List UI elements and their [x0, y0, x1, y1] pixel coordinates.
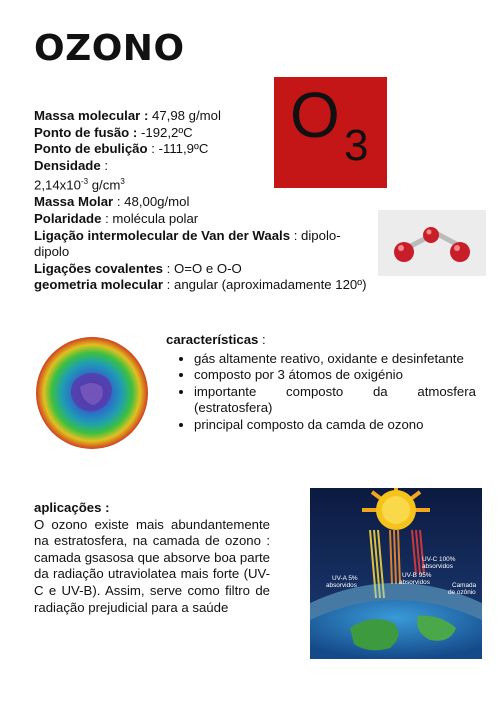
property-geometry: geometria molecular : angular (aproximadamente 120º) [34, 277, 367, 293]
list-item: • importante composto da atmosfera (estratosfera) [194, 384, 476, 417]
formula-subscript: 3 [344, 121, 369, 170]
ozone-layer-label-2: de ozônio [448, 589, 476, 596]
ozone-molecule-image [378, 210, 486, 276]
uva-label: UV-A 5% [332, 575, 358, 582]
list-item: • gás altamente reativo, oxidante e desinfetante [194, 351, 476, 368]
uvb-label-2: absorvidos [399, 579, 430, 586]
list-item: • composto por 3 átomos de oxigénio [194, 367, 476, 384]
uvc-label: UV-C 100% [422, 556, 456, 563]
uvc-label-2: absorvidos [422, 563, 453, 570]
applications-text: O ozono existe mais abundantemente na estratosfera, na camada de ozono : camada gsasosa que absorve boa parte da radiação utraviolatea mais forte (UV-C e UV-B). Assim, serve como filtro de radiação prejudicial para a saúde [34, 516, 270, 615]
list-item: • principal composto da camda de ozono [194, 417, 476, 434]
uv-absorption-diagram [310, 488, 482, 659]
formula-symbol: O [290, 79, 340, 151]
ozone-hole-globe-image [36, 337, 148, 449]
characteristics-heading: características : [166, 332, 266, 347]
property-covalent-bonds: Ligações covalentes : O=O e O-O [34, 260, 242, 276]
property-density-label: Densidade : [34, 157, 109, 173]
applications-heading: aplicações : [34, 500, 110, 515]
ozone-layer-label: Camada [452, 582, 477, 589]
uvb-label: UV-B 95% [402, 572, 432, 579]
characteristics-list [166, 351, 476, 434]
property-melting-point: Ponto de fusão : -192,2ºC [34, 124, 193, 140]
page-title: OZONO [34, 28, 185, 69]
property-molecular-mass: Massa molecular : 47,98 g/mol [34, 108, 221, 123]
o3-formula-card [274, 77, 387, 188]
property-density-value: $2,14x10^{-3}$ $g/cm^3$ [34, 177, 125, 193]
property-intermolecular: Ligação intermolecular de Van der Waals : dipolo-dipolo [34, 227, 341, 260]
property-molar-mass: Massa Molar : 48,00g/mol [34, 194, 190, 210]
property-polarity: Polaridade : molécula polar [34, 210, 199, 226]
property-boiling-point: Ponto de ebulição : -111,9ºC [34, 141, 209, 157]
applications-section [34, 500, 270, 616]
characteristics-section [166, 332, 476, 434]
uva-label-2: absorvidos [326, 582, 357, 589]
